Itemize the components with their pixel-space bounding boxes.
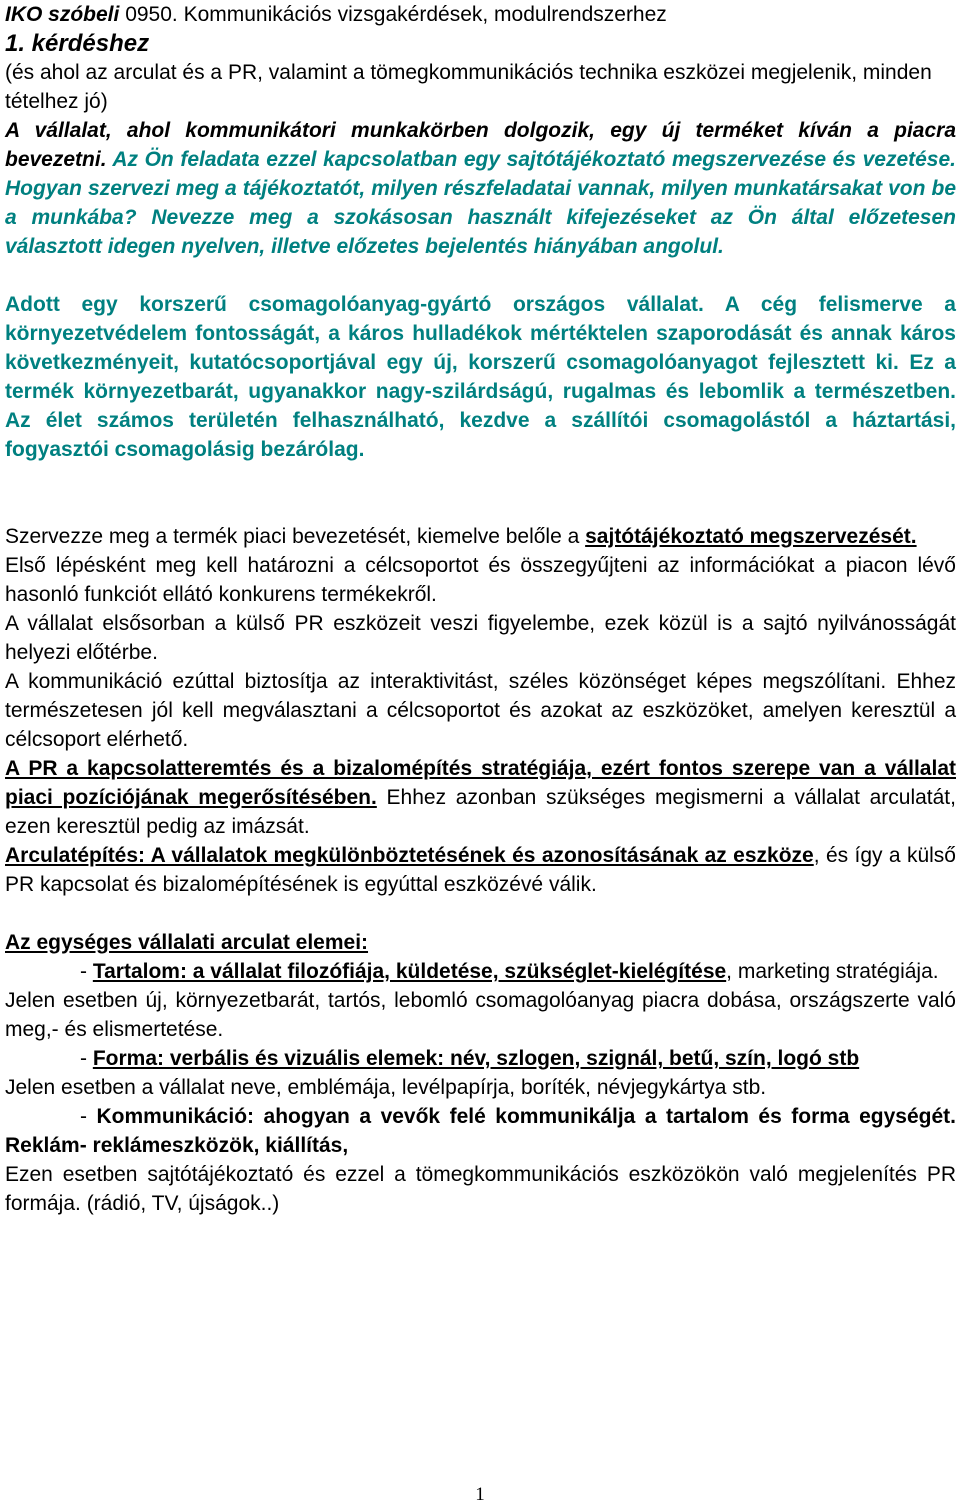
arculat-paragraph — [5, 841, 956, 899]
scenario-sentence-2: A cég felismerve a környezetvédelem fontosságát, a káros hulladékok mértéktelen szaporodását és annak káros következményeit, kutatócsoportjával egy új, korszerű csomagolóanyagot fejlesztett ki. — [5, 293, 956, 374]
element-content-title: Tartalom: a vállalat filozófiája, küldetése, szükséglet-kielégítése — [92, 960, 727, 983]
document-title-bold: IKO szóbeli — [5, 3, 120, 26]
task-paragraph — [5, 116, 956, 261]
element-form-note: Jelen esetben a vállalat neve, emblémája, levélpapírja, boríték, névjegykártya stb. — [5, 1076, 767, 1099]
spacer — [5, 261, 956, 290]
pr-text: Ehhez azonban szükséges megismerni a vállalat arculatát, ezen keresztül pedig az imázsát. — [5, 786, 956, 838]
document-title — [5, 0, 956, 29]
task-sentence-1: A vállalat, ahol kommunikátori munkakörben dolgozik, egy új terméket kíván a piacra bevezetni. — [5, 119, 956, 171]
element-communication-title: Kommunikáció: ahogyan a vevők felé kommunikálja a tartalom és forma egységét. Reklám- reklámeszközök, kiállítás, — [5, 1105, 956, 1157]
body-paragraph-1: Első lépésként meg kell határozni a célcsoportot és összegyűjteni az információkat a piacon lévő hasonló funkciót ellátó konkurens termékekről. — [5, 554, 956, 606]
header-note: (és ahol az arculat és a PR, valamint a tömegkommunikációs technika eszközei megjelenik, minden tételhez jó) — [5, 61, 932, 113]
intro-paragraph — [5, 522, 956, 551]
elements-heading: Az egységes vállalati arculat elemei: — [5, 931, 369, 954]
element-communication-note: Ezen esetben sajtótájékoztató és ezzel a tömegkommunikációs eszközökön való megjelenítés PR formája. (rádió, TV, újságok..) — [5, 1163, 956, 1215]
document-title-rest: 0950. Kommunikációs vizsgakérdések, modulrendszerhez — [119, 3, 667, 26]
intro-text: Szervezze meg a termék piaci bevezetését, kiemelve belőle a — [5, 525, 586, 548]
element-content — [5, 957, 956, 986]
task-sentence-3: Hogyan szervezi meg a tájékoztatót, milyen részfeladatai vannak, milyen munkatársakat von be a munkába? — [5, 177, 956, 229]
dash-marker: - — [80, 1105, 97, 1128]
question-number: 1. kérdéshez — [5, 30, 150, 57]
element-content-note: Jelen esetben új, környezetbarát, tartós, lebomló csomagolóanyag piacra dobása, országszerte való meg,- és elismertetése. — [5, 989, 956, 1041]
intro-emphasis: sajtótájékoztató megszervezését. — [585, 525, 917, 548]
scenario-paragraph — [5, 290, 956, 464]
pr-paragraph — [5, 754, 956, 841]
element-communication — [5, 1102, 956, 1160]
body-paragraph-3: A kommunikáció ezúttal biztosítja az interaktivitást, széles közönséget képes megszólítani. Ehhez természetesen jól kell megválasztani a célcsoportot és azokat az eszközöket, amelyen keresztül a célcsoport elérhető. — [5, 670, 956, 751]
arculat-emphasis: Arculatépítés: A vállalatok megkülönböztetésének és azonosításának az eszköze — [5, 844, 814, 867]
scenario-sentence-3: Ez a termék környezetbarát, ugyanakkor nagy-szilárdságú, rugalmas és lebomlik a természetben. — [5, 351, 956, 403]
dash-marker: - — [80, 1047, 93, 1070]
arculat-text: , és így a külső PR kapcsolat és bizalomépítésének is egyúttal eszközévé válik. — [5, 844, 956, 896]
pr-emphasis: A PR a kapcsolatteremtés és a bizalomépítés stratégiája, ezért fontos szerepe van a vállalat piaci pozíciójának megerősítésében. — [5, 757, 956, 809]
scenario-sentence-1: Adott egy korszerű csomagolóanyag-gyártó országos vállalat. — [5, 293, 725, 316]
dash-marker: - — [80, 960, 93, 983]
element-form-title: Forma: verbális és vizuális elemek: név, szlogen, szignál, betű, szín, logó stb — [92, 1047, 860, 1070]
document-page — [5, 0, 956, 1218]
element-form — [5, 1044, 956, 1073]
page-number: 1 — [475, 1484, 485, 1505]
spacer — [5, 464, 956, 522]
spacer — [5, 899, 956, 928]
element-content-rest: , marketing stratégiája. — [726, 960, 939, 983]
body-paragraph-2: A vállalat elsősorban a külső PR eszközeit veszi figyelembe, ezek közül is a sajtó nyilvánosságát helyezi előtérbe. — [5, 612, 956, 664]
task-sentence-2: Az Ön feladata ezzel kapcsolatban egy sajtótájékoztató megszervezése és vezetése. — [112, 148, 956, 171]
task-sentence-4: Nevezze meg a szokásosan használt kifejezéseket az Ön által előzetesen választott idegen nyelven, illetve előzetes bejelentés hiányában angolul. — [5, 206, 956, 258]
scenario-sentence-4: Az élet számos területén felhasználható, kezdve a szállítói csomagolástól a háztartási, fogyasztói csomagolásig bezárólag. — [5, 409, 956, 461]
